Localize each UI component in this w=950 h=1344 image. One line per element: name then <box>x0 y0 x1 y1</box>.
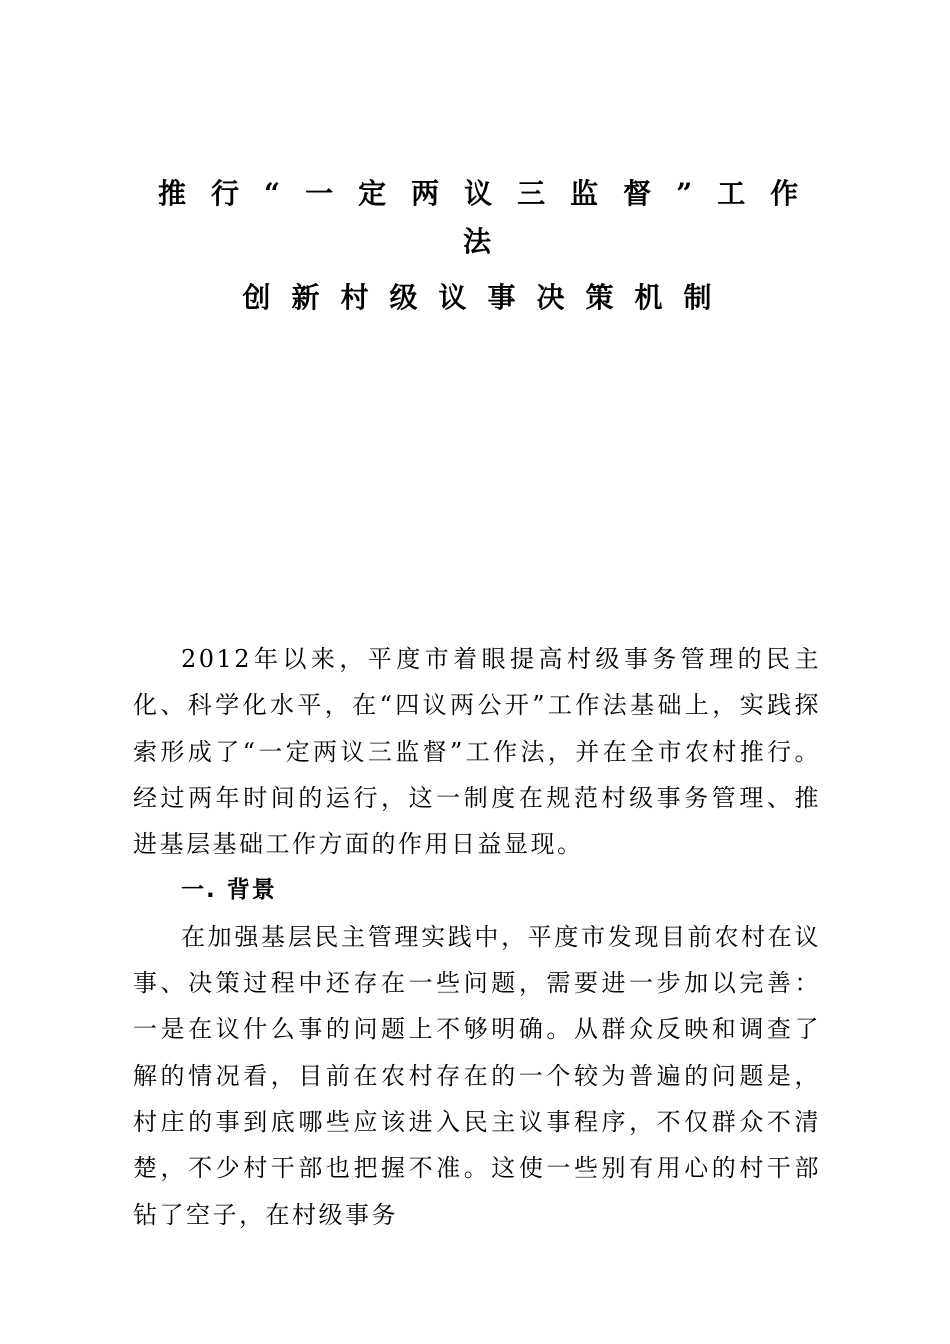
paragraph-background: 在加强基层民主管理实践中，平度市发现目前农村在议事、决策过程中还存在一些问题，需要进一步加以完善：一是在议什么事的问题上不够明确。从群众反映和调查了解的情况看，目前在农村存在的一个较为普遍的问题是，村庄的事到底哪些应该进入民主议事程序，不仅群众不清楚，不少村干部也把握不准。这使一些别有用心的村干部钻了空子，在村级事务 <box>133 922 821 1229</box>
title-line-2: 法 <box>462 225 491 258</box>
document-title <box>133 170 824 322</box>
section-heading-background: 一. 背景 <box>181 877 277 904</box>
paragraph-intro: 2012年以来，平度市着眼提高村级事务管理的民主化、科学化水平，在“四议两公开”工作法基础上，实践探索形成了“一定两议三监督”工作法，并在全市农村推行。经过两年时间的运行，这一制度在规范村级事务管理、推进基层基础工作方面的作用日益显现。 <box>133 645 821 859</box>
document-body <box>133 636 821 1238</box>
title-line-3: 创新村级议事决策机制 <box>242 281 733 314</box>
title-line-1: 推行“一定两议三监督”工作 <box>158 177 824 210</box>
